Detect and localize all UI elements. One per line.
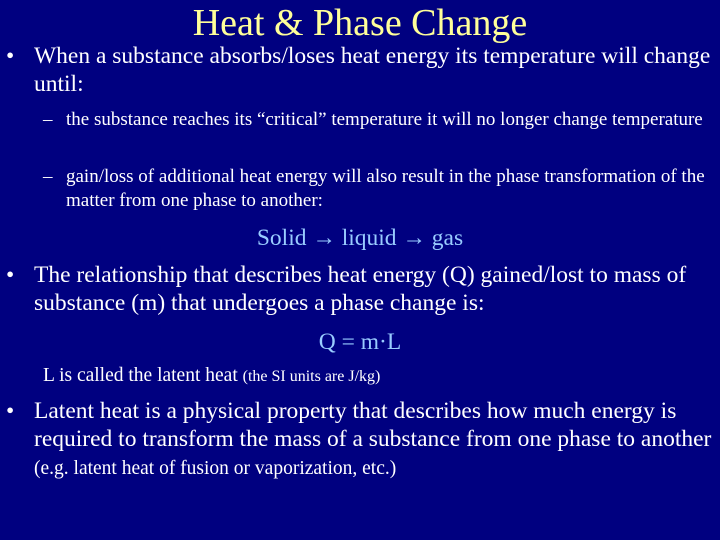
latent-heat-units: (the SI units are J/kg) [242,368,381,385]
bullet-marker: • [6,262,15,288]
bullet-marker: • [6,43,15,69]
latent-heat-note-main: L is called the latent heat [43,365,238,386]
dash-marker: – [43,166,53,187]
bullet-example-text: (e.g. latent heat of fusion or vaporization, etc.) [34,458,397,479]
bullet-marker: • [6,398,15,424]
bullet-point-relationship [6,261,720,317]
sub-point-text: gain/loss of additional heat energy will also result in the phase transformation of the matter from one phase to another: [66,166,705,211]
phase-sequence: Solid → liquid → gas [256,225,464,251]
slide-title: Heat & Phase Change [192,2,528,44]
dash-marker: – [43,109,53,130]
bullet-text: When a substance absorbs/loses heat energy its temperature will change until: [34,43,711,97]
latent-heat-note [43,364,380,389]
bullet-text: Latent heat is a physical property that describes how much energy is required to transform the mass of a substance from one phase to another [34,398,712,452]
bullet-text: The relationship that describes heat energy (Q) gained/lost to mass of substance (m) that undergoes a phase change is: [34,262,687,316]
sub-point-phase-transformation [43,165,706,213]
sub-point-text: the substance reaches its “critical” temperature it will no longer change temperature [66,109,703,130]
latent-heat-equation: Q = m·L [318,329,402,355]
bullet-point-heat-change [6,42,720,98]
bullet-point-latent-heat-definition [6,397,720,483]
sub-point-critical-temperature [43,108,706,132]
